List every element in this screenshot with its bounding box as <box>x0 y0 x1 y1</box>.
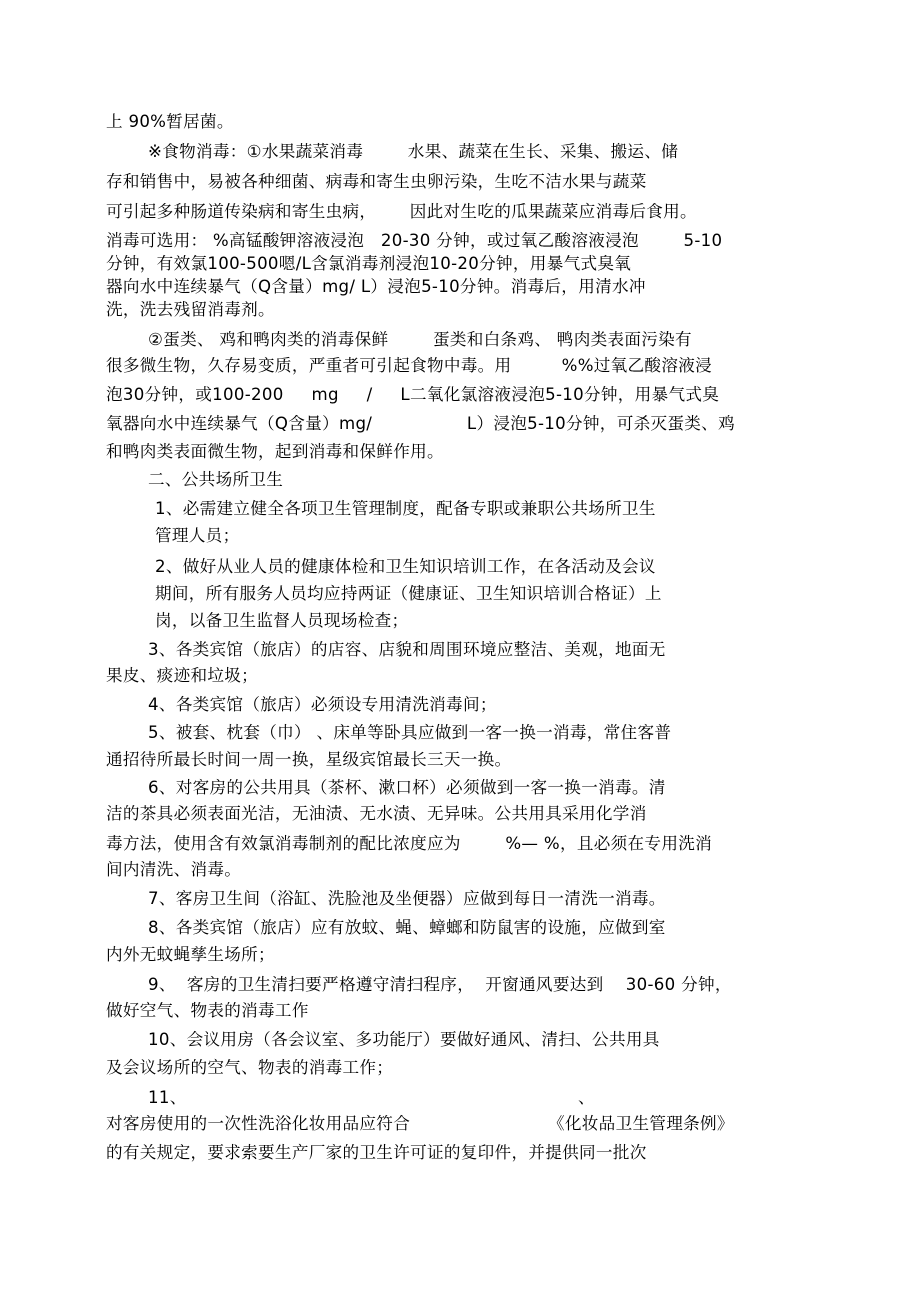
text-line: ※食物消毒：①水果蔬菜消毒 水果、蔬菜在生长、采集、搬运、储 <box>148 142 679 161</box>
text-line: 果皮、痰迹和垃圾； <box>106 666 259 685</box>
text-line: ②蛋类、 鸡和鸭肉类的消毒保鲜 蛋类和白条鸡、 鸭肉类表面污染有 <box>148 330 692 349</box>
text-line: 4、各类宾馆（旅店）必须设专用清洗消毒间； <box>148 695 497 714</box>
text-line: 消毒可选用： %高锰酸钾溶液浸泡 20-30 分钟，或过氧乙酸溶液浸泡 5-10 <box>106 231 723 250</box>
text-line: 做好空气、物表的消毒工作 <box>106 1001 309 1020</box>
text-line: 洁的茶具必须表面光洁，无油渍、无水渍、无异味。公共用具采用化学消 <box>106 804 647 823</box>
text-line: 岗，以备卫生监督人员现场检查； <box>155 611 409 630</box>
text-line: 和鸭肉类表面微生物，起到消毒和保鲜作用。 <box>106 442 444 461</box>
text-line: 上 90%暂居菌。 <box>106 112 234 131</box>
text-line: 6、对客房的公共用具（茶杯、漱口杯）必须做到一客一换一消毒。清 <box>148 778 666 797</box>
text-line: 9、 客房的卫生清扫要严格遵守清扫程序， 开窗通风要达到 30-60 分钟， <box>148 975 732 994</box>
text-line: 间内清洗、消毒。 <box>106 860 242 879</box>
text-line: 内外无蚊蝇孳生场所； <box>106 945 275 964</box>
text-line: 管理人员； <box>155 526 240 545</box>
text-line: 10、会议用房（各会议室、多功能厅）要做好通风、清扫、公共用具 <box>148 1030 660 1049</box>
text-line: 8、各类宾馆（旅店）应有放蚊、蝇、蟑螂和防鼠害的设施，应做到室 <box>148 918 666 937</box>
text-line: 泡30分钟，或100-200 mg / L二氧化氯溶液浸泡5-10分钟，用暴气式臭 <box>106 385 720 404</box>
text-line: 对客房使用的一次性洗浴化妆用品应符合 <box>106 1114 411 1133</box>
text-line: 7、客房卫生间（浴缸、洗脸池及坐便器）应做到每日一清洗一消毒。 <box>148 889 666 908</box>
text-line: 毒方法，使用含有效氯消毒制剂的配比浓度应为 %— %，且必须在专用洗消 <box>106 834 713 853</box>
section-heading: 二、公共场所卫生 <box>148 470 284 489</box>
text-line: 氧器向水中连续暴气（Q含量）mg/ L）浸泡5-10分钟，可杀灭蛋类、鸡 <box>106 414 735 433</box>
text-line: 2、做好从业人员的健康体检和卫生知识培训工作，在各活动及会议 <box>155 557 656 576</box>
text-line: 、 <box>578 1088 595 1107</box>
regulation-title: 《化妆品卫生管理条例》 <box>548 1114 734 1133</box>
text-line: 通招待所最长时间一周一换，星级宾馆最长三天一换。 <box>106 750 512 769</box>
text-line: 5、被套、枕套（巾） 、床单等卧具应做到一客一换一消毒，常住客普 <box>148 723 672 742</box>
text-line: 1、必需建立健全各项卫生管理制度，配备专职或兼职公共场所卫生 <box>155 499 656 518</box>
text-line: 的有关规定，要求索要生产厂家的卫生许可证的复印件，并提供同一批次 <box>106 1143 647 1162</box>
text-line: 及会议场所的空气、物表的消毒工作； <box>106 1058 394 1077</box>
text-line: 存和销售中，易被各种细菌、病毒和寄生虫卵污染，生吃不洁水果与蔬菜 <box>106 172 647 191</box>
text-line: 器向水中连续暴气（Q含量）mg/ L）浸泡5-10分钟。消毒后，用清水冲 <box>106 277 646 296</box>
text-line: 3、各类宾馆（旅店）的店容、店貌和周围环境应整洁、美观，地面无 <box>148 640 666 659</box>
text-line: 可引起多种肠道传染病和寄生虫病， 因此对生吃的瓜果蔬菜应消毒后食用。 <box>106 202 697 221</box>
text-line: 洗，洗去残留消毒剂。 <box>106 300 275 319</box>
text-line: 很多微生物，久存易变质，严重者可引起食物中毒。用 %%过氧乙酸溶液浸 <box>106 356 713 375</box>
text-line: 分钟，有效氯100-500嗯/L含氯消毒剂浸泡10-20分钟，用暴气式臭氧 <box>106 254 632 273</box>
text-line: 11、 <box>148 1088 187 1107</box>
text-line: 期间，所有服务人员均应持两证（健康证、卫生知识培训合格证）上 <box>155 584 662 603</box>
